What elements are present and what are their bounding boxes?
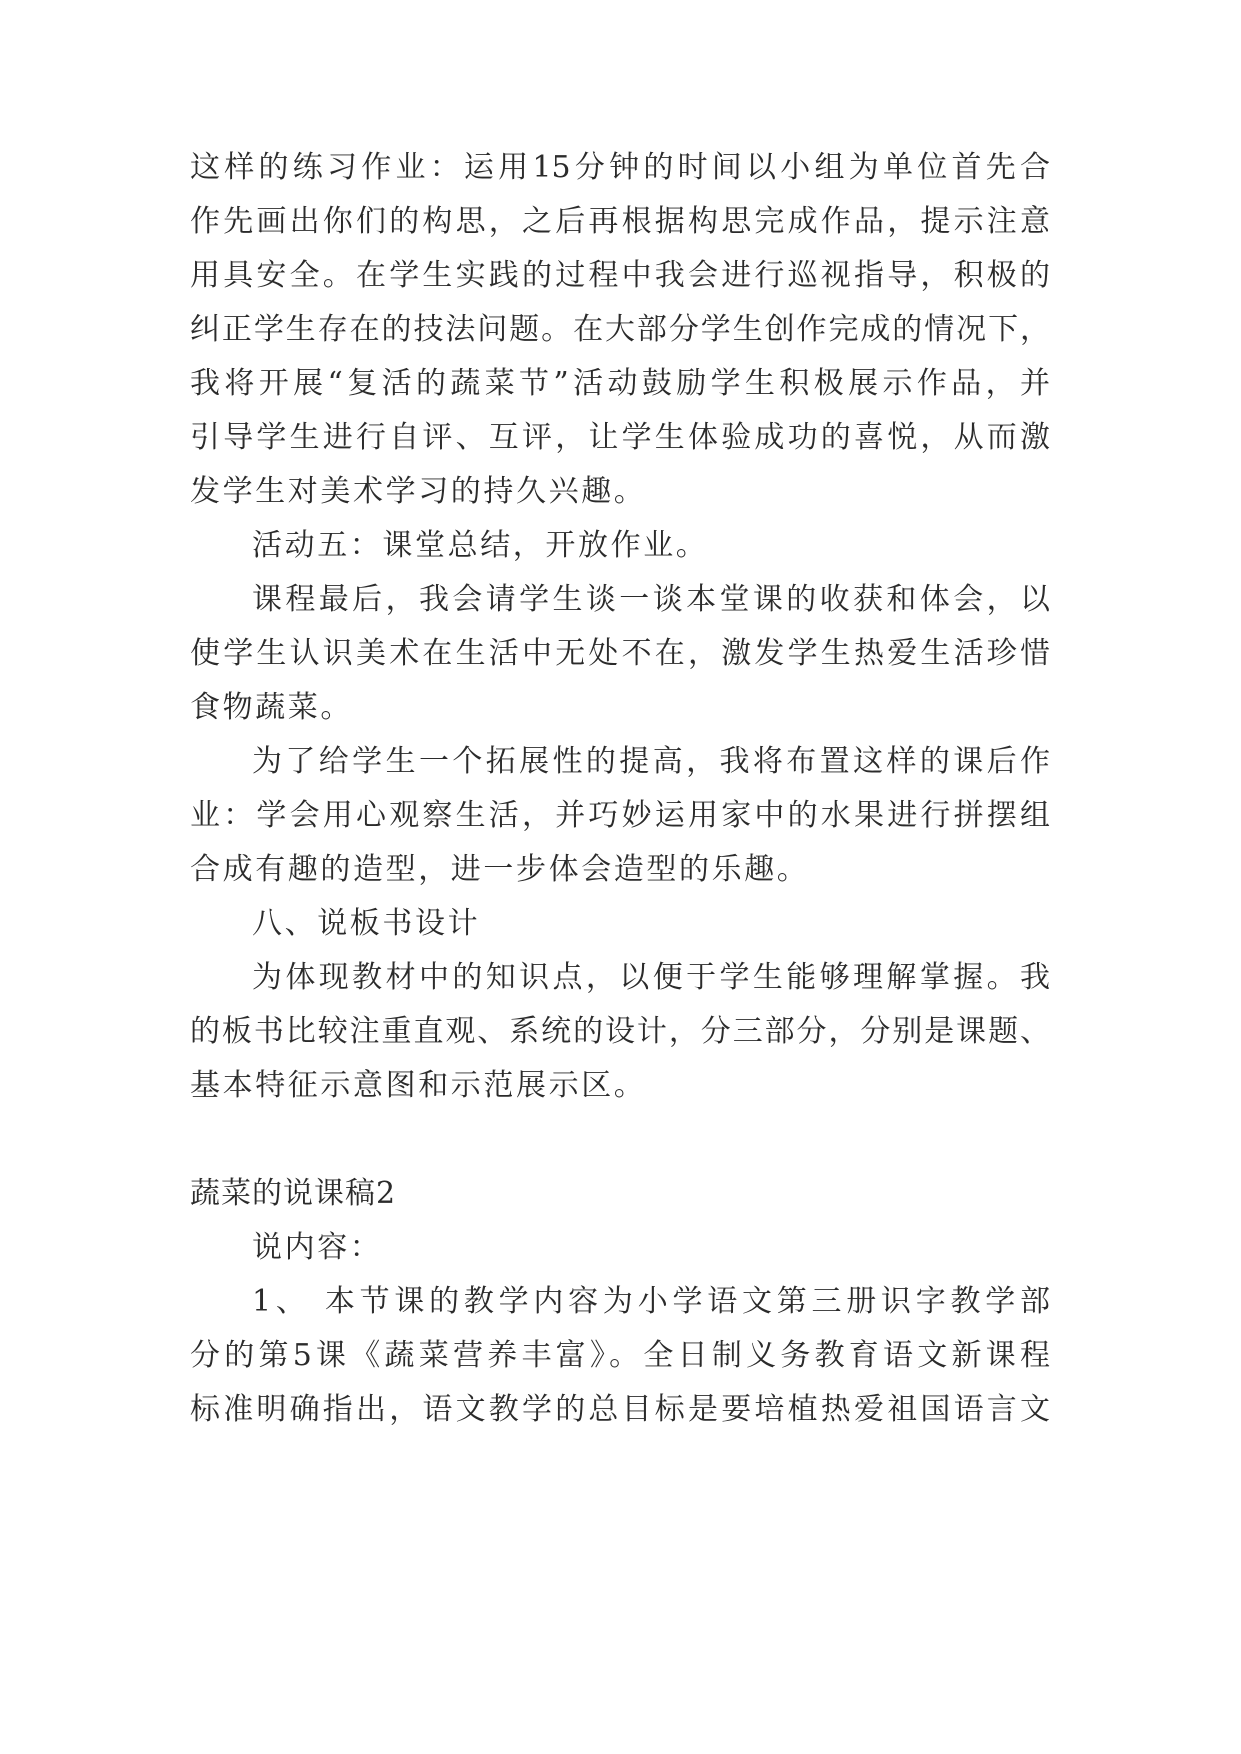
paragraph-line: 食物蔬菜。 <box>190 690 353 725</box>
paragraph-line: 为了给学生一个拓展性的提高，我将布置这样的课后作 <box>252 744 1050 779</box>
paragraph-line: 活动五：课堂总结，开放作业。 <box>252 528 709 563</box>
section-heading: 八、说板书设计 <box>252 906 481 941</box>
paragraph-line: 发学生对美术学习的持久兴趣。 <box>190 474 647 509</box>
paragraph-line: 我将开展“复活的蔬菜节”活动鼓励学生积极展示作品，并 <box>190 366 1050 401</box>
paragraph-line: 合成有趣的造型，进一步体会造型的乐趣。 <box>190 852 810 887</box>
paragraph-line: 课程最后，我会请学生谈一谈本堂课的收获和体会，以 <box>252 582 1050 617</box>
document-title: 蔬菜的说课稿2 <box>190 1176 397 1211</box>
section-heading: 说内容： <box>252 1230 383 1265</box>
document-page <box>190 0 1050 1754</box>
paragraph-line: 这样的练习作业：运用15分钟的时间以小组为单位首先合 <box>190 150 1050 185</box>
paragraph-line: 为体现教材中的知识点，以便于学生能够理解掌握。我 <box>252 960 1050 995</box>
paragraph-line: 用具安全。在学生实践的过程中我会进行巡视指导，积极的 <box>190 258 1050 293</box>
paragraph-line: 作先画出你们的构思，之后再根据构思完成作品，提示注意 <box>190 204 1050 239</box>
paragraph-line: 分的第5课《蔬菜营养丰富》。全日制义务教育语文新课程 <box>190 1338 1050 1373</box>
paragraph-line: 基本特征示意图和示范展示区。 <box>190 1068 647 1103</box>
paragraph-line: 业：学会用心观察生活，并巧妙运用家中的水果进行拼摆组 <box>190 798 1050 833</box>
paragraph-line: 标准明确指出，语文教学的总目标是要培植热爱祖国语言文 <box>190 1392 1050 1427</box>
paragraph-line: 1、 本节课的教学内容为小学语文第三册识字教学部 <box>252 1284 1050 1319</box>
paragraph-line: 的板书比较注重直观、系统的设计，分三部分，分别是课题、 <box>190 1014 1050 1049</box>
paragraph-line: 引导学生进行自评、互评，让学生体验成功的喜悦，从而激 <box>190 420 1050 455</box>
paragraph-line: 使学生认识美术在生活中无处不在，激发学生热爱生活珍惜 <box>190 636 1050 671</box>
paragraph-line: 纠正学生存在的技法问题。在大部分学生创作完成的情况下， <box>190 312 1050 347</box>
